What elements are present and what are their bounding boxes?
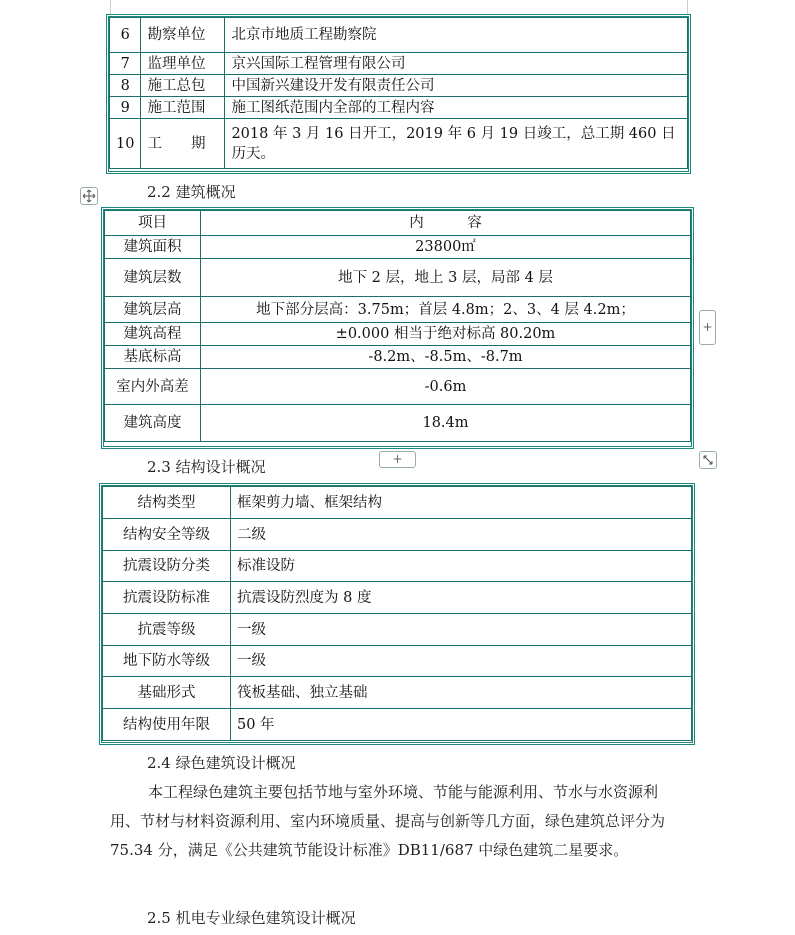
table-row bbox=[105, 297, 691, 323]
row-item: 施工总包 bbox=[141, 75, 225, 97]
row-content: 23800㎡ bbox=[201, 236, 691, 259]
table-row bbox=[110, 119, 688, 169]
building-overview-grid bbox=[104, 210, 691, 442]
row-item: 建筑高度 bbox=[105, 405, 201, 442]
row-item: 抗震设防标准 bbox=[103, 582, 231, 614]
table-row bbox=[105, 346, 691, 369]
structure-design-grid bbox=[102, 486, 692, 741]
row-content: 地下 2 层，地上 3 层，局部 4 层 bbox=[201, 259, 691, 297]
row-content: 筏板基础、独立基础 bbox=[231, 677, 692, 709]
table-row bbox=[103, 487, 692, 519]
section-heading: 2.3 结构设计概况 bbox=[147, 458, 266, 476]
section-heading: 2.5 机电专业绿色建筑设计概况 bbox=[147, 909, 356, 927]
section-heading: 2.4 绿色建筑设计概况 bbox=[147, 754, 296, 772]
table-row bbox=[103, 646, 692, 677]
row-content: 施工图纸范围内全部的工程内容 bbox=[225, 97, 688, 119]
table-row bbox=[105, 369, 691, 405]
table-row bbox=[105, 323, 691, 346]
row-item: 建筑高程 bbox=[105, 323, 201, 346]
table-row bbox=[103, 614, 692, 646]
header-item: 项目 bbox=[105, 211, 201, 236]
table-row bbox=[110, 53, 688, 75]
row-content: 二级 bbox=[231, 519, 692, 551]
table-row bbox=[103, 677, 692, 709]
row-item: 抗震设防分类 bbox=[103, 551, 231, 582]
row-item: 施工范围 bbox=[141, 97, 225, 119]
table-row bbox=[105, 236, 691, 259]
table-row bbox=[110, 97, 688, 119]
table-row bbox=[105, 259, 691, 297]
row-content: 中国新兴建设开发有限责任公司 bbox=[225, 75, 688, 97]
row-content: 一级 bbox=[231, 614, 692, 646]
row-content: 2018 年 3 月 16 日开工，2019 年 6 月 19 日竣工，总工期 460 日历天。 bbox=[225, 119, 688, 169]
row-item: 基础形式 bbox=[103, 677, 231, 709]
row-item: 地下防水等级 bbox=[103, 646, 231, 677]
structure-design-table bbox=[99, 483, 695, 745]
row-content: 标准设防 bbox=[231, 551, 692, 582]
row-content: 京兴国际工程管理有限公司 bbox=[225, 53, 688, 75]
table-row bbox=[110, 18, 688, 53]
insert-column-plus-icon[interactable]: + bbox=[699, 310, 716, 345]
row-number: 10 bbox=[110, 119, 141, 169]
row-content: 一级 bbox=[231, 646, 692, 677]
row-item: 结构类型 bbox=[103, 487, 231, 519]
row-number: 9 bbox=[110, 97, 141, 119]
row-number: 6 bbox=[110, 18, 141, 53]
table-row bbox=[110, 75, 688, 97]
table-row bbox=[105, 405, 691, 442]
table-row bbox=[103, 709, 692, 741]
row-number: 7 bbox=[110, 53, 141, 75]
page-top-edge bbox=[110, 0, 688, 14]
green-building-paragraph: 本工程绿色建筑主要包括节地与室外环境、节能与能源利用、节水与水资源利用、节材与材料资源利用、室内环境质量、提高与创新等几方面，绿色建筑总评分为 75.34 分，满足《公共建筑节能设计标准》DB11/687 中绿色建筑二星要求。 bbox=[110, 783, 666, 859]
row-item: 室内外高差 bbox=[105, 369, 201, 405]
table-header-row bbox=[105, 211, 691, 236]
row-content: 北京市地质工程勘察院 bbox=[225, 18, 688, 53]
row-content: 框架剪力墙、框架结构 bbox=[231, 487, 692, 519]
row-number: 8 bbox=[110, 75, 141, 97]
resize-icon[interactable] bbox=[699, 451, 717, 469]
row-content: -0.6m bbox=[201, 369, 691, 405]
row-item: 工 期 bbox=[141, 119, 225, 169]
project-info-table bbox=[106, 14, 691, 174]
row-item: 结构安全等级 bbox=[103, 519, 231, 551]
building-overview-table bbox=[101, 207, 694, 449]
table-row bbox=[103, 519, 692, 551]
row-content: -8.2m、-8.5m、-8.7m bbox=[201, 346, 691, 369]
row-item: 监理单位 bbox=[141, 53, 225, 75]
row-item: 基底标高 bbox=[105, 346, 201, 369]
header-content: 内 容 bbox=[201, 211, 691, 236]
row-item: 勘察单位 bbox=[141, 18, 225, 53]
row-content: 18.4m bbox=[201, 405, 691, 442]
row-content: 地下部分层高：3.75m；首层 4.8m；2、3、4 层 4.2m； bbox=[201, 297, 691, 323]
row-content: 抗震设防烈度为 8 度 bbox=[231, 582, 692, 614]
table-row bbox=[103, 551, 692, 582]
row-content: ±0.000 相当于绝对标高 80.20m bbox=[201, 323, 691, 346]
table-row bbox=[103, 582, 692, 614]
insert-row-plus-icon[interactable]: + bbox=[379, 451, 416, 468]
project-info-grid bbox=[109, 17, 688, 169]
row-content: 50 年 bbox=[231, 709, 692, 741]
row-item: 结构使用年限 bbox=[103, 709, 231, 741]
row-item: 建筑层高 bbox=[105, 297, 201, 323]
row-item: 建筑层数 bbox=[105, 259, 201, 297]
row-item: 抗震等级 bbox=[103, 614, 231, 646]
move-icon[interactable] bbox=[80, 187, 98, 205]
section-heading: 2.2 建筑概况 bbox=[147, 183, 236, 201]
row-item: 建筑面积 bbox=[105, 236, 201, 259]
